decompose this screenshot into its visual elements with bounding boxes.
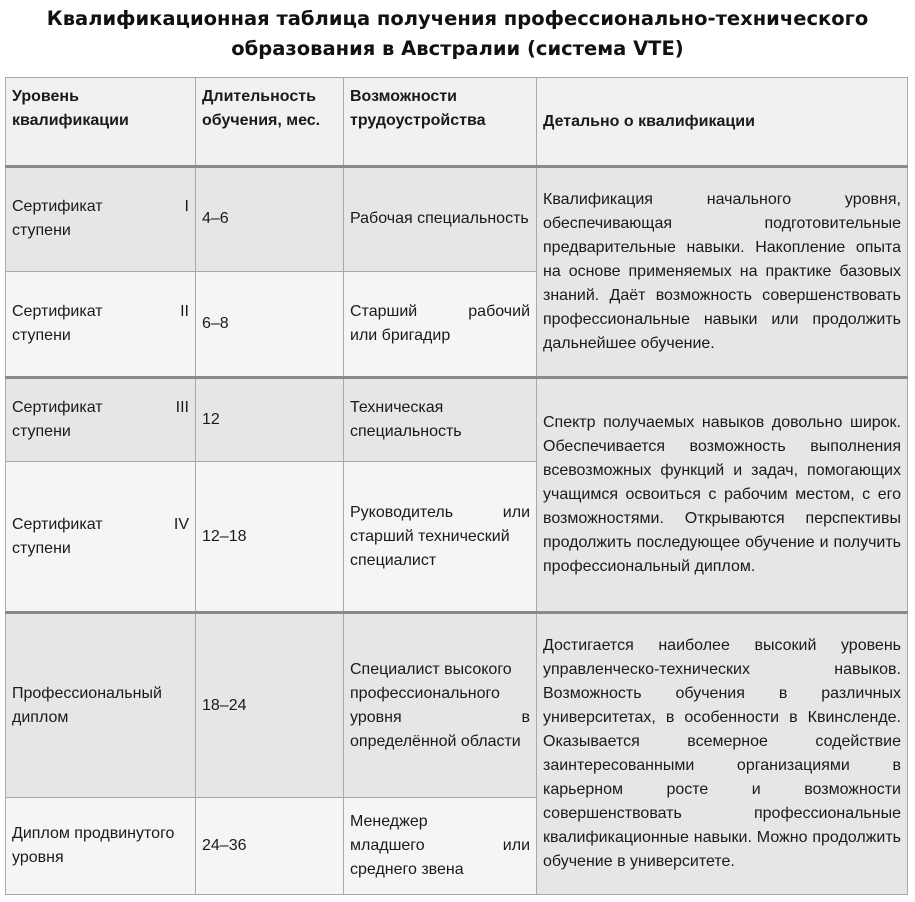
- header-employment: Возможности трудоустройства: [344, 78, 537, 167]
- qualification-table: [5, 77, 908, 895]
- level-cell: Сертификат IV ступени: [6, 462, 196, 613]
- duration-cell: 4–6: [196, 166, 344, 272]
- header-duration: Длительность обучения, мес.: [196, 78, 344, 167]
- header-row: [6, 78, 908, 167]
- level-cell: Профессиональный диплом: [6, 613, 196, 798]
- employment-cell: Техническая специальность: [344, 377, 537, 462]
- level-cell: Сертификат III ступени: [6, 377, 196, 462]
- details-text: Спектр получаемых навыков довольно широк. Обеспечивается возможность выполнения всевозможных функций и задач, помогающих учащимся освоиться с рабочим местом, с его возможностями. Открываются перспективы продолжить последующее обучение и получить профессиональный диплом.: [543, 414, 901, 576]
- table-row: [6, 613, 908, 798]
- details-text: Квалификация начального уровня, обеспечивающая подготовительные предварительные навыки. Накопление опыта на основе применяемых на практике базовых знаний. Даёт возможность совершенствовать профессиональные навыки или продолжить дальнейшее обучение.: [543, 190, 901, 352]
- duration-cell: 12–18: [196, 462, 344, 613]
- level-cell: Диплом продвинутого уровня: [6, 798, 196, 895]
- details-cell: [537, 377, 908, 612]
- details-cell: [537, 166, 908, 377]
- duration-cell: 18–24: [196, 613, 344, 798]
- employment-cell: Руководитель или старший технический специалист: [344, 462, 537, 613]
- details-text: Достигается наиболее высокий уровень управленческо-технических навыков. Возможность обучения в различных университетах, в особенности в Квинсленде. Оказывается всемерное содействие заинтересованными организациями в карьерном росте и возможности совершенствовать профессиональные квалификационные навыки. Можно продолжить обучение в университете.: [543, 637, 901, 871]
- header-level: Уровень квалификации: [6, 78, 196, 167]
- employment-cell: Специалист высокого профессионального уровня в определённой области: [344, 613, 537, 798]
- title-line-1: Квалификационная таблица получения профессионально-технического: [46, 7, 869, 30]
- duration-cell: 24–36: [196, 798, 344, 895]
- employment-cell: Рабочая специальность: [344, 166, 537, 272]
- header-details: Детально о квалификации: [537, 78, 908, 167]
- table-row: [6, 166, 908, 272]
- employment-cell: Старший рабочий или бригадир: [344, 272, 537, 378]
- duration-cell: 12: [196, 377, 344, 462]
- level-cell: Сертификат I ступени: [6, 166, 196, 272]
- table-row: [6, 377, 908, 462]
- employment-cell: Менеджер младшего или среднего звена: [344, 798, 537, 895]
- title-line-2: образования в Австралии (система VTE): [231, 37, 684, 60]
- duration-cell: 6–8: [196, 272, 344, 378]
- level-cell: Сертификат II ступени: [6, 272, 196, 378]
- details-cell: [537, 613, 908, 895]
- page-title: [0, 4, 915, 64]
